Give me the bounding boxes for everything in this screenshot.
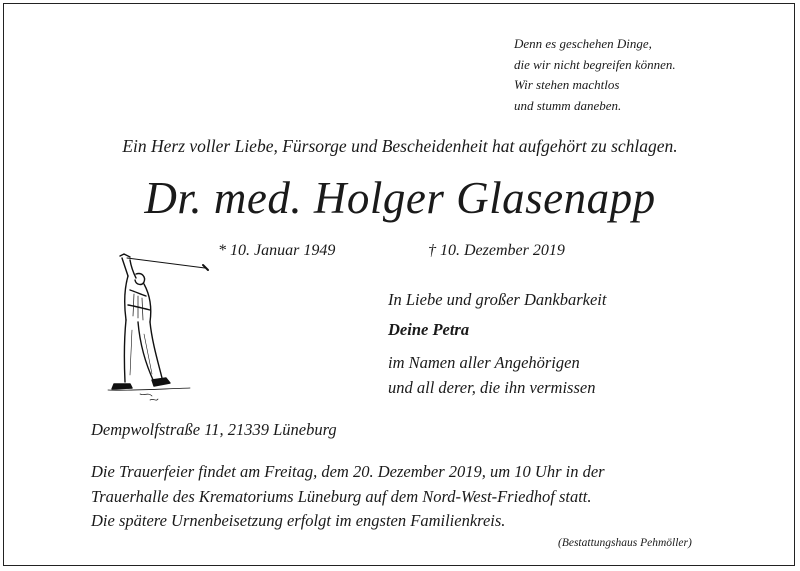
golfer-illustration-icon [100, 250, 220, 410]
service-line: Die Trauerfeier findet am Freitag, dem 20. Dezember 2019, um 10 Uhr in der [91, 462, 605, 481]
poem-line: Denn es geschehen Dinge, [514, 36, 652, 51]
service-line: Die spätere Urnenbeisetzung erfolgt im engsten Familienkreis. [91, 511, 506, 530]
family-line: im Namen aller Angehörigen [388, 353, 580, 372]
service-line: Trauerhalle des Krematoriums Lüneburg auf dem Nord-West-Friedhof statt. [91, 486, 592, 506]
family-lines [388, 350, 595, 400]
poem-line: Wir stehen machtlos [514, 77, 620, 92]
poem-line: die wir nicht begreifen können. [514, 56, 676, 72]
deceased-name: Dr. med. Holger Glasenapp [144, 173, 656, 223]
thanks-line: In Liebe und großer Dankbarkeit [388, 290, 607, 309]
signature-name: Deine Petra [388, 320, 470, 339]
service-announcement [91, 460, 605, 534]
address: Dempwolfstraße 11, 21339 Lüneburg [91, 420, 337, 439]
poem-line: und stumm daneben. [514, 97, 622, 113]
undertaker-credit: (Bestattungshaus Pehmöller) [558, 537, 692, 549]
birth-date: * 10. Januar 1949 [218, 242, 336, 259]
poem-verse [514, 34, 676, 116]
family-line: und all derer, die ihn vermissen [388, 378, 596, 397]
death-date: † 10. Dezember 2019 [428, 242, 565, 259]
intro-sentence: Ein Herz voller Liebe, Fürsorge und Bescheidenheit hat aufgehört zu schlagen. [122, 136, 678, 156]
